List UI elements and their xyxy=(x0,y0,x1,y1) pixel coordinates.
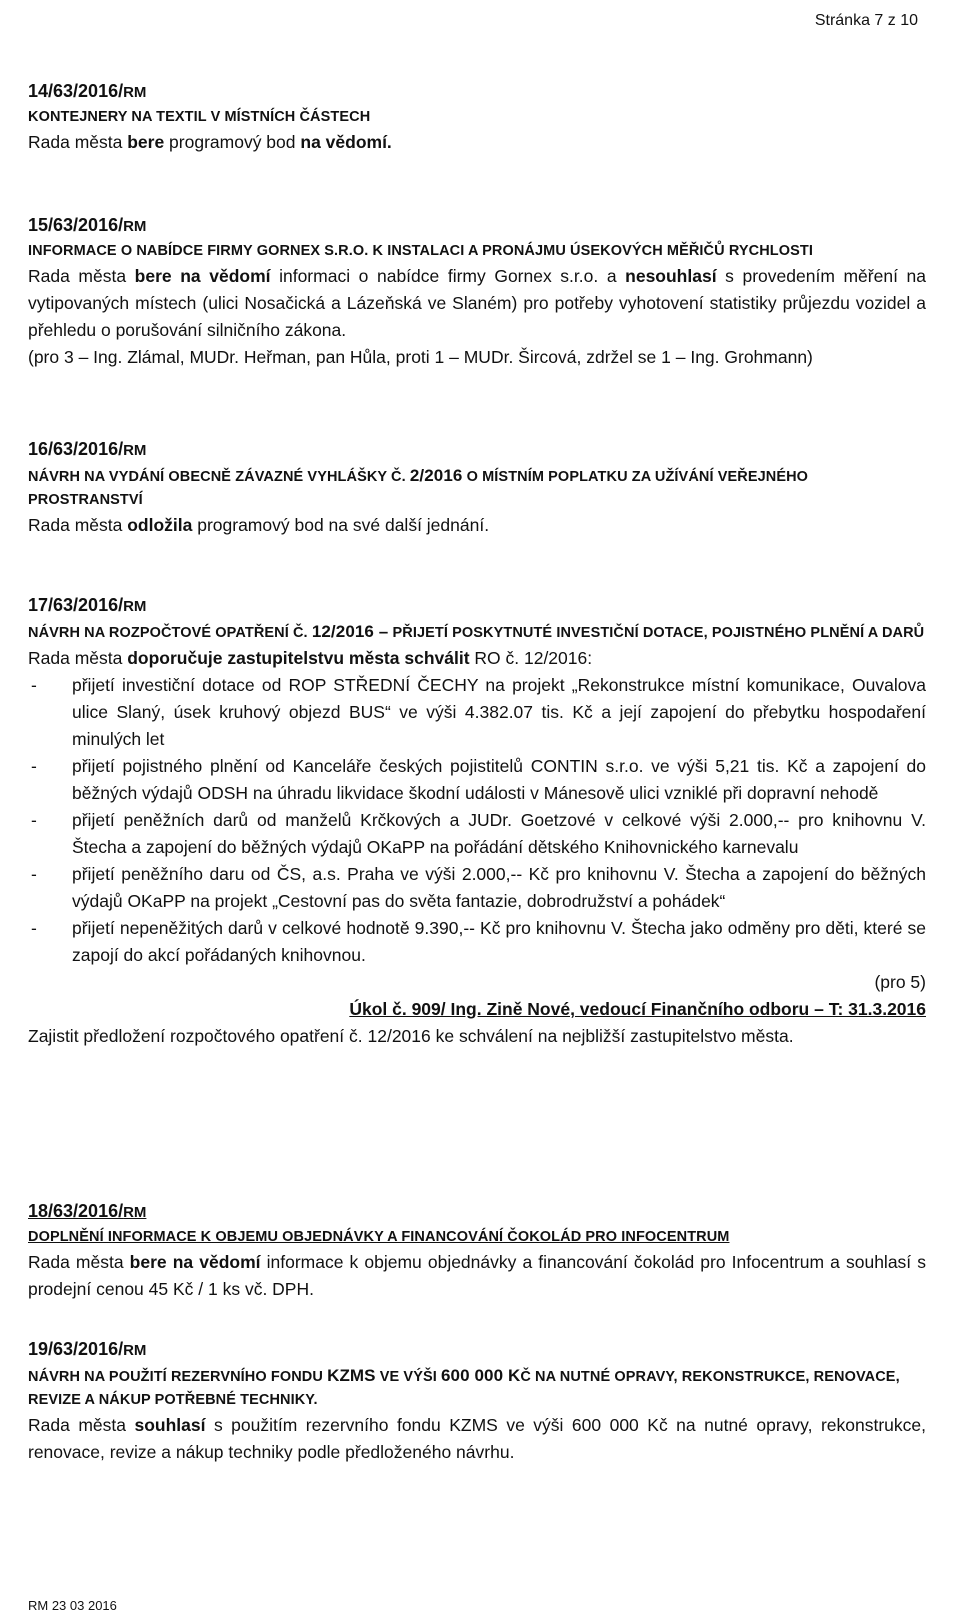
resolution-title: DOPLNĚNÍ INFORMACE K OBJEMU OBJEDNÁVKY A FINANCOVÁNÍ ČOKOLÁD PRO INFOCENTRUM xyxy=(28,1229,730,1245)
resolution-number-text: 17/63/2016/ xyxy=(28,595,124,615)
list-item: - přijetí peněžního daru od ČS, a.s. Praha ve výši 2.000,-- Kč pro knihovnu V. Štecha a zapojení do běžných výdajů OKaPP na projekt „Cestovní pas do světa fantazie, dobrodružství a pohádek“ xyxy=(31,864,926,911)
resolution-17 xyxy=(28,592,926,1050)
page-number: Stránka 7 z 10 xyxy=(814,12,918,29)
list-item: - přijetí pojistného plnění od Kanceláře českých pojistitelů CONTIN s.r.o. ve výši 5,21 tis. Kč a zapojení do běžných výdajů ODSH na úhradu likvidace škodní události v Mánesově ulici vzniklé při dopravní nehodě xyxy=(31,756,926,803)
resolution-text: Rada města doporučuje zastupitelstvu města schválit RO č. 12/2016: xyxy=(28,648,593,668)
resolution-title: NÁVRH NA ROZPOČTOVÉ OPATŘENÍ Č. 12/2016 – PŘIJETÍ POSKYTNUTÉ INVESTIČNÍ DOTACE, POJISTNÉHO PLNĚNÍ A DARŮ xyxy=(28,622,925,641)
item-list xyxy=(28,672,926,969)
resolution-number xyxy=(28,436,926,464)
resolution-title: NÁVRH NA VYDÁNÍ OBECNĚ ZÁVAZNÉ VYHLÁŠKY Č. 2/2016 O MÍSTNÍM POPLATKU ZA UŽÍVÁNÍ VEŘEJNÉHO PROSTRANSTVÍ xyxy=(28,466,809,508)
resolution-rm: RM xyxy=(123,218,147,235)
list-item: - přijetí investiční dotace od ROP STŘEDNÍ ČECHY na projekt „Rekonstrukce místní komunikace, Ouvalova ulice Slaný, úsek kruhový objezd BUS“ ve výši 4.382.07 tis. Kč a její zapojení do přebytku hospodaření minulých let xyxy=(31,675,926,749)
resolution-number xyxy=(28,212,926,240)
resolution-18 xyxy=(28,1198,926,1303)
resolution-number xyxy=(28,1198,926,1226)
resolution-rm: RM xyxy=(123,84,147,101)
list-item: - přijetí peněžních darů od manželů Krčkových a JUDr. Goetzové v celkové výši 2.000,-- pro knihovnu V. Štecha a zapojení do běžných výdajů OKaPP na pořádání dětského Knihovnického karnevalu xyxy=(31,810,926,857)
resolution-19 xyxy=(28,1336,926,1466)
resolution-title: INFORMACE O NABÍDCE FIRMY GORNEX S.R.O. K INSTALACI A PRONÁJMU ÚSEKOVÝCH MĚŘIČŮ RYCHLOSTI xyxy=(28,243,813,259)
resolution-16 xyxy=(28,436,926,539)
resolution-number-text: 18/63/2016/ xyxy=(28,1201,124,1221)
resolution-text: Rada města bere na vědomí informaci o nabídce firmy Gornex s.r.o. a nesouhlasí s provedením měření na vytipovaných místech (ulici Nosačická a Lázeňská ve Slaném) pro potřeby vyhotovení statistiky průjezdu vozidel a přehledu o porušování silničního zákona. xyxy=(28,266,926,340)
resolution-text: Rada města bere na vědomí informace k objemu objednávky a financování čokolád pro Infocentrum a souhlasí s prodejní cenou 45 Kč / 1 ks vč. DPH. xyxy=(28,1252,927,1299)
resolution-number xyxy=(28,78,926,106)
resolution-rm: RM xyxy=(123,442,147,459)
resolution-title: KONTEJNERY NA TEXTIL V MÍSTNÍCH ČÁSTECH xyxy=(28,109,371,125)
resolution-text: Rada města souhlasí s použitím rezervního fondu KZMS ve výši 600 000 Kč na nutné opravy, rekonstrukce, renovace, revize a nákup techniky podle předloženého návrhu. xyxy=(28,1415,927,1462)
resolution-rm: RM xyxy=(123,1342,147,1359)
resolution-text: Rada města bere programový bod na vědomí. xyxy=(28,132,392,152)
list-item: - přijetí nepeněžitých darů v celkové hodnotě 9.390,-- Kč pro knihovnu V. Štecha jako odměny pro děti, které se zapojí do akcí pořádaných knihovnou. xyxy=(31,918,926,965)
resolution-number xyxy=(28,1336,926,1364)
footer-text: RM 23 03 2016 xyxy=(28,1598,117,1613)
resolution-number-text: 19/63/2016/ xyxy=(28,1339,124,1359)
resolution-title: NÁVRH NA POUŽITÍ REZERVNÍHO FONDU KZMS VE VÝŠI 600 000 KČ NA NUTNÉ OPRAVY, REKONSTRUKCE, RENOVACE, REVIZE A NÁKUP POTŘEBNÉ TECHNIKY. xyxy=(28,1366,900,1408)
resolution-rm: RM xyxy=(123,1204,147,1221)
resolution-number-text: 16/63/2016/ xyxy=(28,439,124,459)
resolution-15 xyxy=(28,212,926,371)
task-assignment: Úkol č. 909/ Ing. Zině Nové, vedoucí Finančního odboru – T: 31.3.2016 xyxy=(349,999,926,1019)
vote-result: (pro 3 – Ing. Zlámal, MUDr. Heřman, pan Hůla, proti 1 – MUDr. Šircová, zdržel se 1 – Ing. Grohmann) xyxy=(28,347,813,367)
resolution-text: Rada města odložila programový bod na své další jednání. xyxy=(28,515,490,535)
vote-result: (pro 5) xyxy=(874,972,926,992)
resolution-number-text: 14/63/2016/ xyxy=(28,81,124,101)
resolution-14 xyxy=(28,78,926,156)
resolution-number xyxy=(28,592,926,620)
resolution-rm: RM xyxy=(123,598,147,615)
resolution-number-text: 15/63/2016/ xyxy=(28,215,124,235)
task-text: Zajistit předložení rozpočtového opatření č. 12/2016 ke schválení na nejbližší zastupitelstvo města. xyxy=(28,1026,794,1046)
document-page xyxy=(28,0,926,1620)
